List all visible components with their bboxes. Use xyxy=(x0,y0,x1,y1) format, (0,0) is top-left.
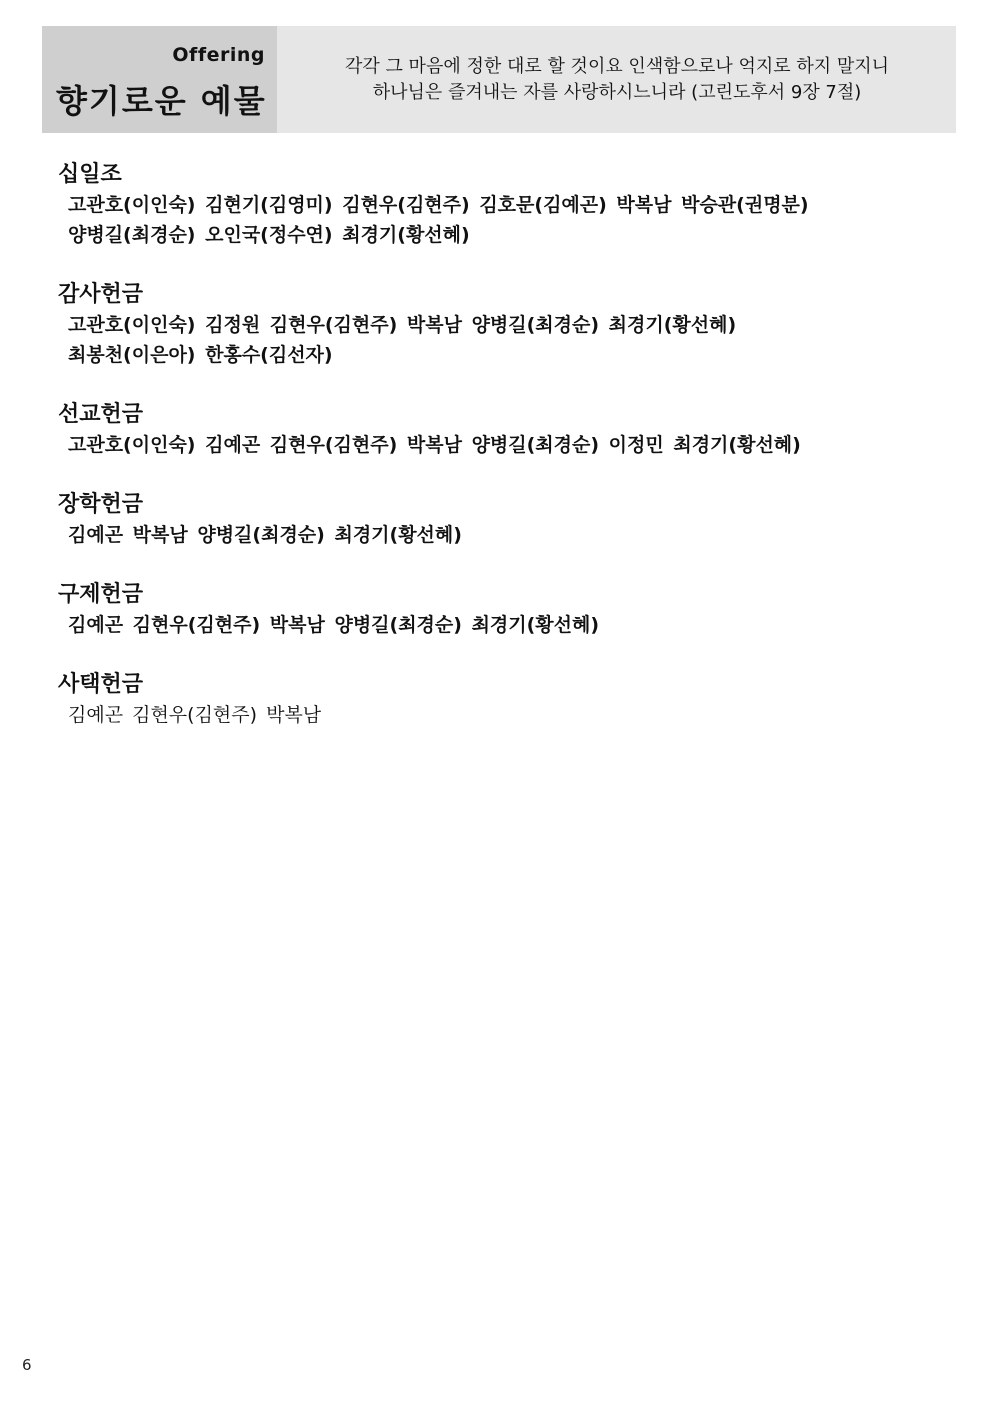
section-title: 사택헌금 xyxy=(58,672,144,697)
names-line: 고관호(이인숙) 김현기(김영미) 김현우(김현주) 김호문(김예곤) 박복남 박승관(권명분) xyxy=(68,194,809,216)
section-title: 십일조 xyxy=(58,162,122,187)
header-title-block xyxy=(42,26,277,133)
names-line: 고관호(이인숙) 김예곤 김현우(김현주) 박복남 양병길(최경순) 이정민 최경기(황선혜) xyxy=(68,434,801,456)
names-line: 김예곤 박복남 양병길(최경순) 최경기(황선혜) xyxy=(68,524,462,546)
header-bible-verse xyxy=(287,54,947,106)
names-line: 최봉천(이은아) 한홍수(김선자) xyxy=(68,344,333,366)
section-thanksgiving xyxy=(58,280,938,370)
section-title: 장학헌금 xyxy=(58,492,144,517)
header-title-korean: 향기로운 예물 xyxy=(56,82,267,120)
section-mission xyxy=(58,400,938,460)
verse-line-2: 하나님은 즐겨내는 자를 사랑하시느니라 (고린도후서 9장 7절) xyxy=(372,82,862,103)
section-title: 감사헌금 xyxy=(58,282,144,307)
page-number: 6 xyxy=(22,1356,32,1374)
names-line: 김예곤 김현우(김현주) 박복남 양병길(최경순) 최경기(황선혜) xyxy=(68,614,600,636)
header-title-english: Offering xyxy=(172,44,265,66)
section-parsonage xyxy=(58,670,938,730)
section-title: 선교헌금 xyxy=(58,402,144,427)
offering-header xyxy=(42,26,956,133)
names-line: 김예곤 김현우(김현주) 박복남 xyxy=(68,704,322,726)
section-tithe xyxy=(58,160,938,250)
section-relief xyxy=(58,580,938,640)
names-line: 양병길(최경순) 오인국(정수연) 최경기(황선혜) xyxy=(68,224,470,246)
offering-sections xyxy=(58,160,938,760)
names-line: 고관호(이인숙) 김정원 김현우(김현주) 박복남 양병길(최경순) 최경기(황선혜) xyxy=(68,314,737,336)
verse-line-1: 각각 그 마음에 정한 대로 할 것이요 인색함으로나 억지로 하지 말지니 xyxy=(344,56,890,77)
section-scholarship xyxy=(58,490,938,550)
section-title: 구제헌금 xyxy=(58,582,144,607)
